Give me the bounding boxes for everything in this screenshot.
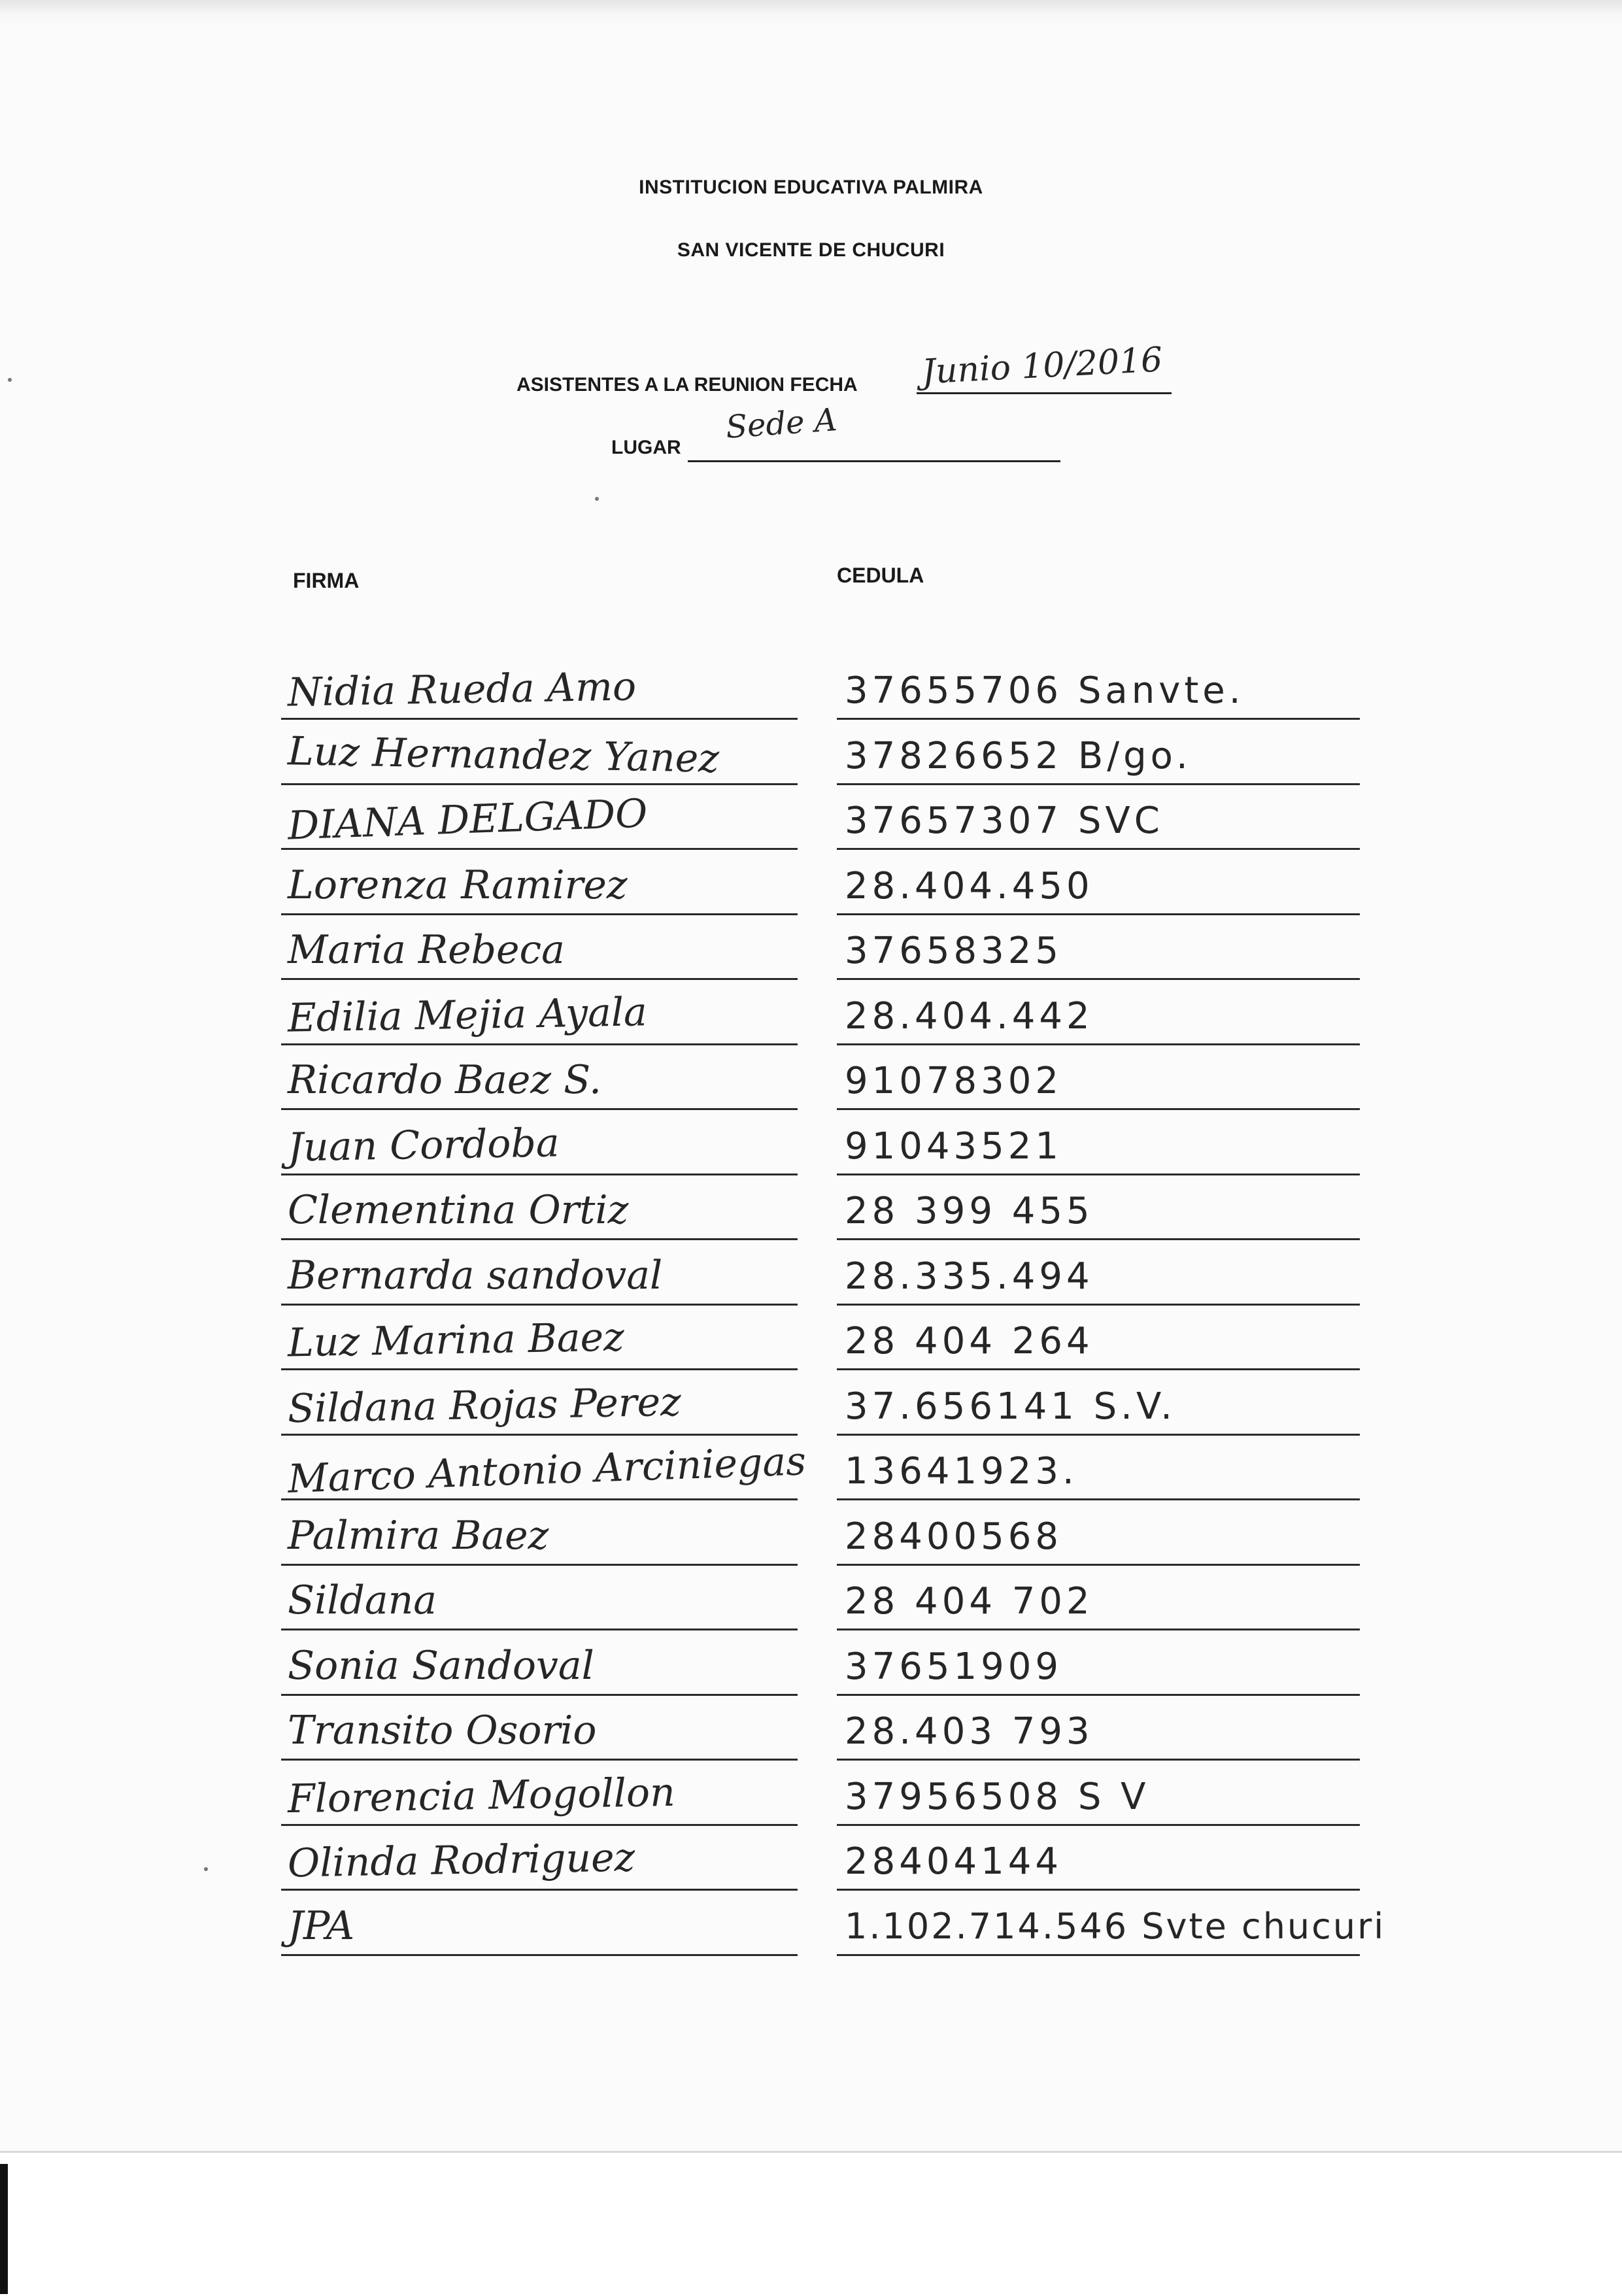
signature-handwriting: Luz Hernandez Yanez [287,728,720,782]
cedula-line [837,848,1360,850]
signature-line [281,1759,798,1761]
attendee-row [0,720,1622,785]
signature-handwriting: Ricardo Baez S. [288,1057,602,1103]
cedula-line [837,1954,1360,1956]
attendee-row [0,785,1622,849]
cedula-line [837,1759,1360,1761]
signature-handwriting: Transito Osorio [288,1708,597,1753]
attendee-row [0,1306,1622,1370]
attendee-row [0,1631,1622,1695]
attendee-row [0,1045,1622,1109]
signature-handwriting: Lorenza Ramirez [288,862,628,908]
signature-handwriting: Palmira Baez [288,1513,549,1559]
cedula-handwriting: 28.403 793 [845,1710,1094,1753]
cedula-handwriting: 37826652 B/go. [845,735,1192,777]
signature-handwriting: Edilia Mejia Ayala [287,989,648,1041]
signature-handwriting: Luz Marina Baez [287,1314,625,1366]
attendee-row [0,981,1622,1045]
scan-bottom-margin [0,2151,1622,2296]
lugar-label: LUGAR [611,437,681,458]
signature-line [281,848,798,850]
cedula-line [837,1108,1360,1110]
signature-line [281,718,798,720]
cedula-line [837,1238,1360,1240]
attendee-row [0,915,1622,979]
signature-line [281,1108,798,1110]
cedula-line [837,718,1360,720]
scan-left-edge [0,2164,8,2294]
cedula-handwriting: 28.404.442 [845,995,1094,1038]
attendee-row [0,1111,1622,1175]
fecha-label: ASISTENTES A LA REUNION FECHA [516,374,858,396]
scan-speck [204,1867,208,1871]
attendee-row [0,1241,1622,1305]
attendee-row [0,1175,1622,1240]
cedula-handwriting: 28 399 455 [845,1190,1094,1232]
attendee-row [0,1501,1622,1565]
signature-handwriting: JPA [288,1903,355,1949]
signature-handwriting: Florencia Mogollon [287,1769,676,1823]
cedula-handwriting: 28.335.494 [845,1255,1094,1298]
cedula-handwriting: 37657307 SVC [845,800,1164,842]
signature-handwriting: Maria Rebeca [288,927,565,973]
cedula-line [837,1498,1360,1500]
signature-handwriting: Sildana Rojas Perez [287,1379,682,1432]
attendee-row [0,1371,1622,1435]
signature-handwriting: Juan Cordoba [287,1120,560,1171]
attendee-row [0,1696,1622,1760]
cedula-line [837,978,1360,980]
cedula-handwriting: 37658325 [845,930,1063,972]
signature-handwriting: Bernarda sandoval [288,1253,663,1298]
attendee-row [0,1826,1622,1890]
signature-line [281,1238,798,1240]
town-name: SAN VICENTE DE CHUCURI [677,239,945,261]
cedula-handwriting: 28404144 [845,1840,1063,1883]
school-name: INSTITUCION EDUCATIVA PALMIRA [639,177,983,198]
cedula-handwriting: 13641923. [845,1450,1078,1493]
signature-handwriting: Sonia Sandoval [288,1643,594,1689]
cedula-handwriting: 91043521 [845,1125,1063,1168]
cedula-handwriting: 1.102.714.546 Svte chucuri [845,1906,1386,1947]
cedula-handwriting: 91078302 [845,1060,1063,1102]
scan-speck [8,378,12,382]
signature-handwriting: Olinda Rodriguez [287,1834,635,1887]
cedula-line [837,1629,1360,1630]
signature-handwriting: Nidia Rueda Amo [287,664,637,716]
cedula-column-header: CEDULA [837,564,924,587]
signature-handwriting: DIANA DELGADO [286,790,649,849]
cedula-handwriting: 37655706 Sanvte. [845,669,1245,712]
signature-line [281,1368,798,1370]
cedula-handwriting: 28 404 702 [845,1580,1094,1623]
signature-line [281,1954,798,1956]
cedula-handwriting: 37.656141 S.V. [845,1385,1176,1428]
cedula-handwriting: 28.404.450 [845,865,1094,907]
attendee-row [0,1891,1622,1955]
signature-handwriting: Marco Antonio Arciniegas [287,1438,807,1502]
attendee-row [0,1566,1622,1630]
cedula-line [837,1889,1360,1891]
signature-line [281,978,798,980]
signature-line [281,1629,798,1630]
attendee-row [0,1761,1622,1825]
cedula-handwriting: 28400568 [845,1515,1063,1558]
signature-line [281,1889,798,1891]
cedula-line [837,1368,1360,1370]
signature-handwriting: Sildana [288,1578,437,1623]
lugar-handwritten-value: Sede A [724,401,839,446]
firma-column-header: FIRMA [293,569,360,592]
cedula-handwriting: 37651909 [845,1646,1063,1688]
attendee-row [0,655,1622,719]
cedula-handwriting: 28 404 264 [845,1320,1094,1362]
fecha-handwritten-value: Junio 10/2016 [921,340,1164,392]
cedula-handwriting: 37956508 S V [845,1776,1150,1818]
attendee-row [0,1436,1622,1500]
scan-speck [595,497,599,501]
attendee-row [0,851,1622,915]
signature-handwriting: Clementina Ortiz [288,1187,629,1233]
